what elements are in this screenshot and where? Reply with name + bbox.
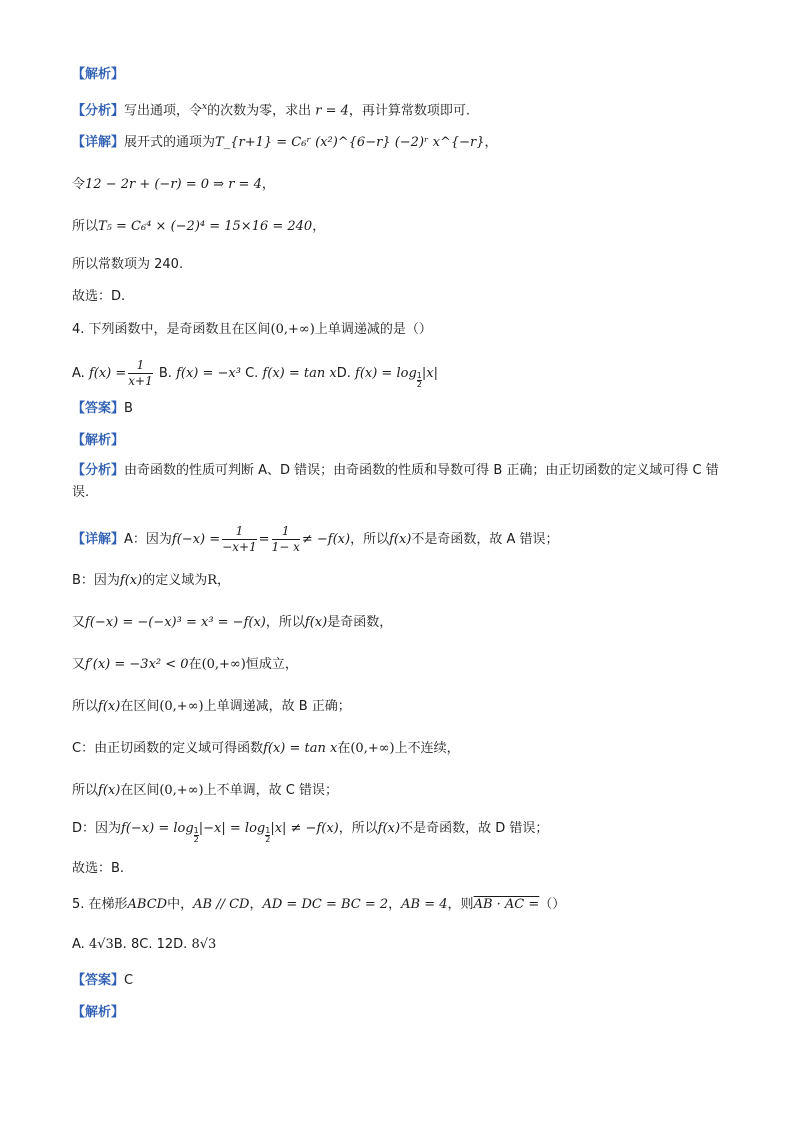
- q4-fenxi: 【分析】由奇函数的性质可判断 A、D 错误；由奇函数的性质和导数可得 B 正确；由正切函数的定义域可得 C 错误.: [72, 463, 719, 500]
- log-base: $\frac{1}{2}$: [416, 371, 422, 389]
- q3-step1: 令12 − 2r + (−r) = 0 ⇒ r = 4，: [72, 177, 275, 192]
- vector-expression: AB · AC =: [473, 897, 540, 912]
- q4-option-c: C. f(x) = tan x: [245, 366, 337, 381]
- q4-choose: 故选：B.: [72, 861, 125, 876]
- q5-option-a: A. 4√3: [72, 937, 114, 952]
- q3-detail: 【详解】展开式的通项为T_{r+1} = C₆ʳ (x²)^{6−r} (−2)ʳ x^{−r}，: [72, 135, 498, 150]
- q3-analysis-heading: 【解析】: [72, 67, 125, 82]
- q4-option-d: D. f(x) = log $\frac{1}{2}$ |x|: [336, 366, 438, 389]
- log-base: $\frac{1}{2}$: [265, 826, 271, 844]
- q4-stem: 4. 下列函数中，是奇函数且在区间(0,+∞)上单调递减的是（）: [72, 322, 432, 337]
- q4-detail-b3: 又f′(x) = −3x² < 0在(0,+∞)恒成立，: [72, 657, 298, 672]
- fraction: $\frac{1}{1- x}$: [271, 524, 300, 554]
- q4-detail-b1: B：因为f(x)的定义域为R，: [72, 573, 231, 588]
- log-base: $\frac{1}{2}$: [193, 826, 199, 844]
- q5-option-c: C. 12: [139, 937, 174, 952]
- q4-detail-b2: 又f(−x) = −(−x)³ = x³ = −f(x)，所以f(x)是奇函数，: [72, 615, 393, 630]
- q4-detail-b4: 所以f(x)在区间(0,+∞)上单调递减，故 B 正确；: [72, 699, 351, 714]
- q3-step3: 所以常数项为 240.: [72, 257, 184, 272]
- q4-option-a: A. f(x) = $\frac{1}{x+1}$: [72, 358, 153, 388]
- q4-detail-c2: 所以f(x)在区间(0,+∞)上不单调，故 C 错误；: [72, 783, 338, 798]
- q5-analysis-heading: 【解析】: [72, 1005, 125, 1020]
- q5-option-b: B. 8: [113, 937, 140, 952]
- fraction: $\frac{1}{x+1}$: [128, 358, 153, 388]
- q5-option-d: D. 8√3: [173, 937, 217, 952]
- q3-choose: 故选：D.: [72, 289, 126, 304]
- fraction: $\frac{1}{-x+1}$: [222, 524, 257, 554]
- q3-fenxi: 【分析】写出通项，令$^x$的次数为零，求出 r = 4，再计算常数项即可.: [72, 102, 471, 119]
- q4-detail-d: D：因为f(−x) = log $\frac{1}{2}$ |−x| = log $\frac{1}{2}$ |x| ≠ −f(x)，所以f(x)不是奇函数，故 D 错误；: [72, 821, 549, 844]
- q4-options: [72, 358, 734, 388]
- q4-detail-a: 【详解】A：因为f(−x) = $\frac{1}{-x+1}$ = $\frac{1}{1- x}$ ≠ −f(x)，所以f(x)不是奇函数，故 A 错误；: [72, 524, 559, 554]
- q3-step2: 所以T₅ = C₆⁴ × (−2)⁴ = 15×16 = 240，: [72, 219, 326, 234]
- q5-stem: 5. 在梯形ABCD中，AB // CD，AD = DC = BC = 2，AB = 4，则AB · AC =（）: [72, 897, 566, 912]
- q5-options: [72, 936, 734, 954]
- q4-analysis-heading: 【解析】: [72, 433, 125, 448]
- q4-option-b: B. f(x) = −x³: [158, 366, 241, 381]
- q4-answer: 【答案】B: [72, 401, 133, 416]
- q5-answer: 【答案】C: [72, 973, 134, 988]
- q4-detail-c1: C：由正切函数的定义域可得函数f(x) = tan x在(0,+∞)上不连续，: [72, 741, 460, 756]
